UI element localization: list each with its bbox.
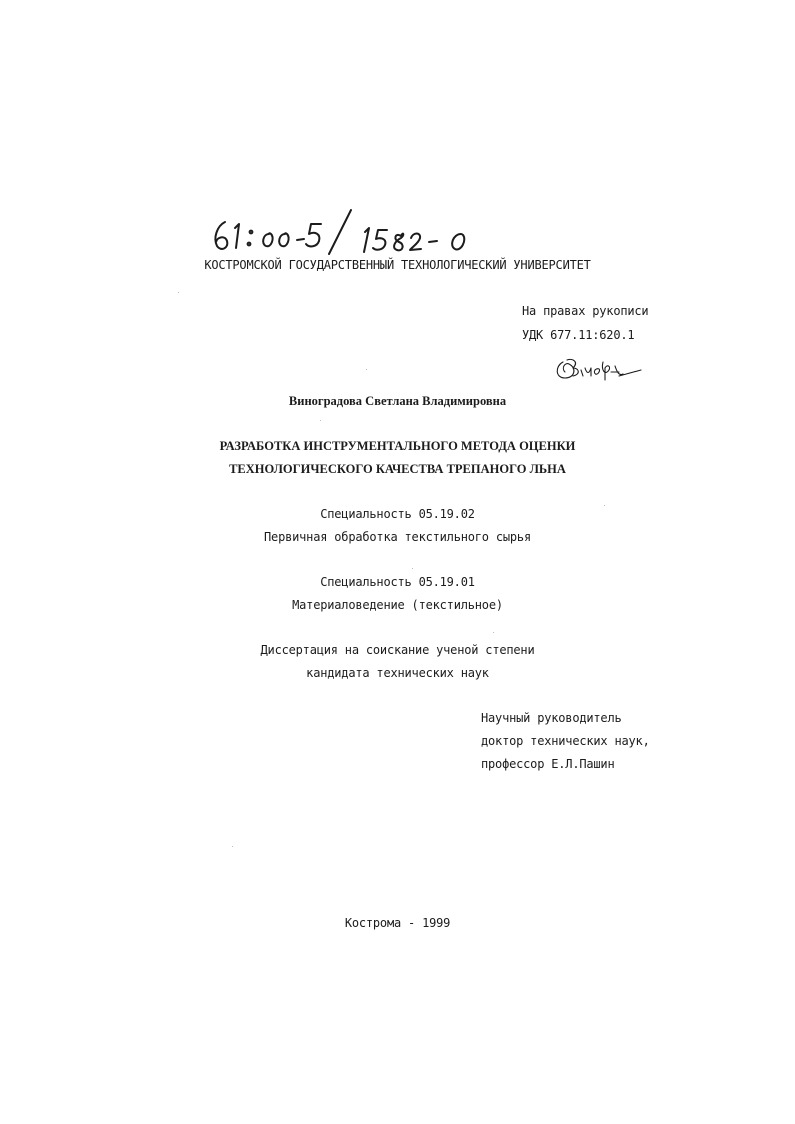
- specialty-name-1: Первичная обработка текстильного сырья: [264, 530, 531, 544]
- supervisor-name: профессор Е.Л.Пашин: [481, 757, 615, 771]
- scan-speck: [320, 420, 321, 421]
- supervisor-role: Научный руководитель: [481, 711, 622, 725]
- manuscript-rights: На правах рукописи: [522, 304, 649, 318]
- scan-speck: [366, 369, 367, 370]
- specialty-code-2: Специальность 05.19.01: [320, 575, 475, 589]
- university-name: КОСТРОМСКОЙ ГОСУДАРСТВЕННЫЙ ТЕХНОЛОГИЧЕСКИЙ УНИВЕРСИТЕТ: [204, 258, 591, 272]
- archive-number-text: 61: 00-5/1582-0: [205, 208, 215, 209]
- scan-speck: [178, 292, 179, 293]
- author-signature: [553, 354, 643, 384]
- scan-speck: [493, 632, 494, 633]
- udc-code: УДК 677.11:620.1: [522, 328, 635, 342]
- handwritten-archive-number: [205, 208, 485, 256]
- specialty-code-1: Специальность 05.19.02: [320, 507, 475, 521]
- author-name: Виноградова Светлана Владимировна: [288, 394, 507, 408]
- degree-line-2: кандидата технических наук: [306, 666, 489, 680]
- scan-speck: [604, 505, 605, 506]
- specialty-name-2: Материаловедение (текстильное): [292, 598, 503, 612]
- title-line-2: ТЕХНОЛОГИЧЕСКОГО КАЧЕСТВА ТРЕПАНОГО ЛЬНА: [229, 462, 566, 476]
- place-and-year: Кострома - 1999: [344, 916, 451, 930]
- supervisor-degree: доктор технических наук,: [481, 734, 650, 748]
- title-line-1: РАЗРАБОТКА ИНСТРУМЕНТАЛЬНОГО МЕТОДА ОЦЕНКИ: [219, 439, 576, 453]
- scan-speck: [412, 568, 413, 569]
- scan-speck: [232, 846, 233, 847]
- degree-line-1: Диссертация на соискание ученой степени: [260, 643, 535, 657]
